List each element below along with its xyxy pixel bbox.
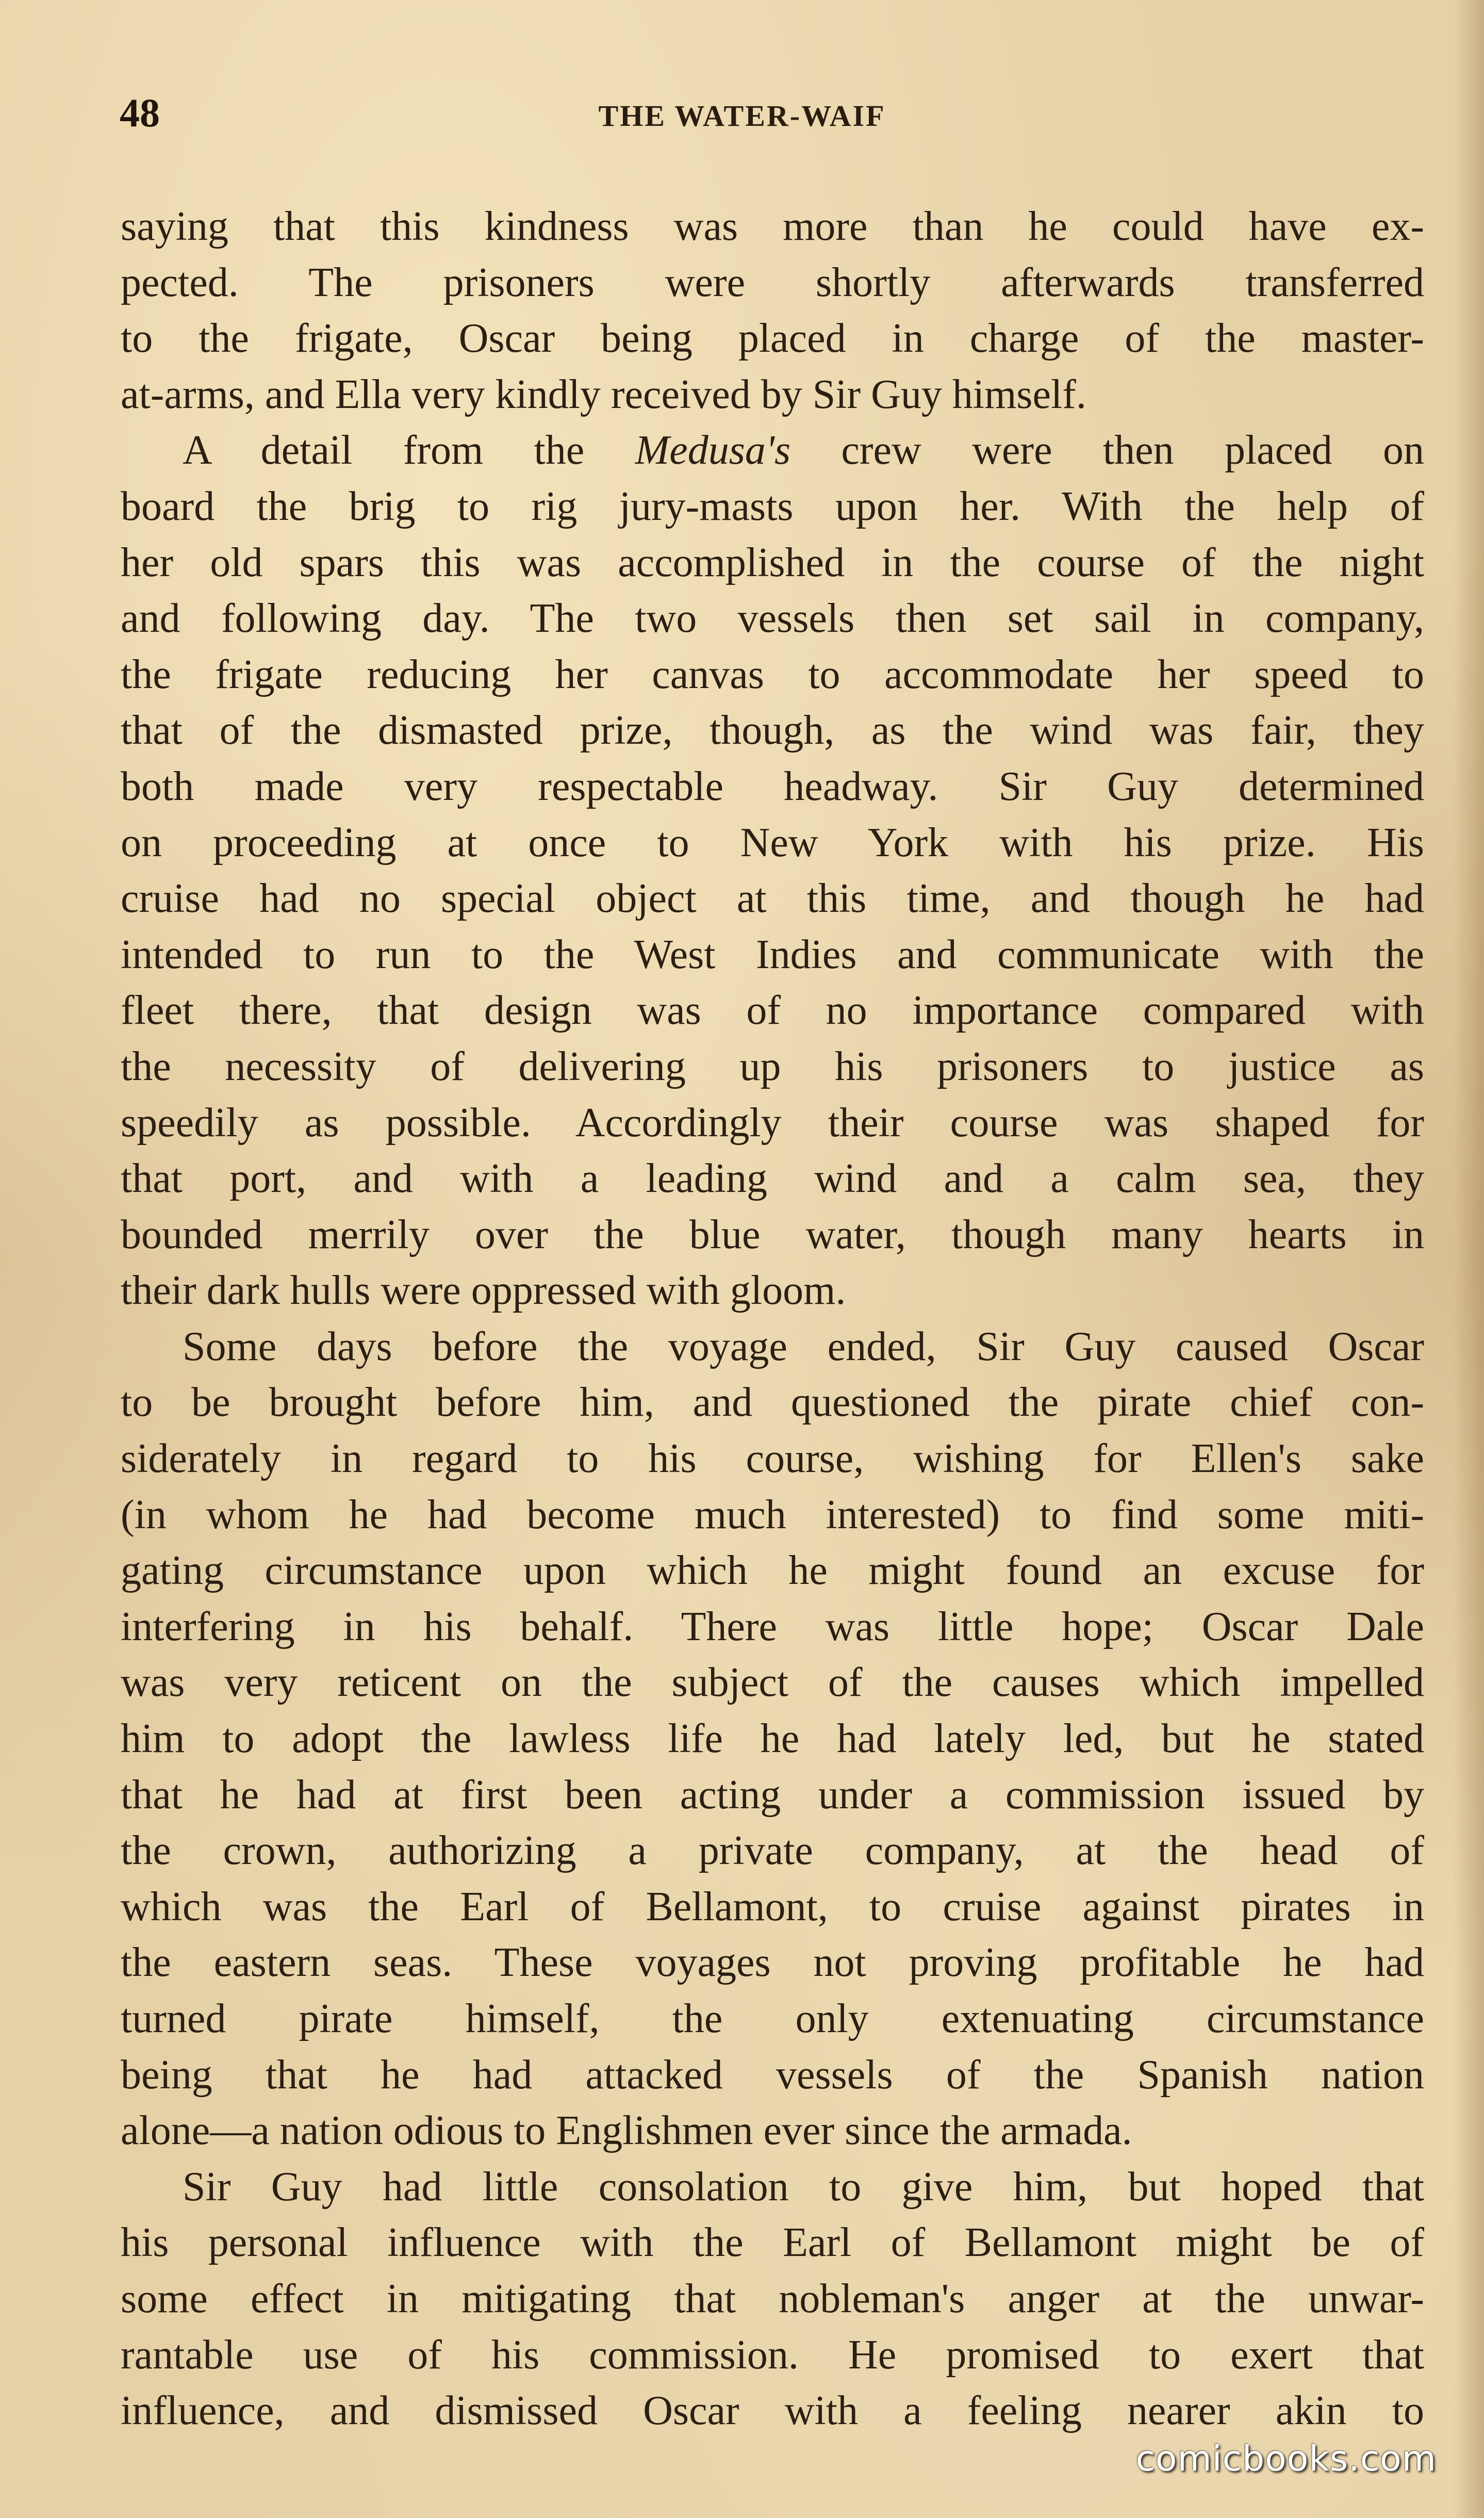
text-line: intended to run to the West Indies and communicate with the (121, 931, 1424, 977)
text-line: board the brig to rig jury-masts upon her. With the help of (121, 483, 1424, 529)
text-line: A detail from the Medusa's crew were then placed on (183, 428, 1424, 473)
text-line: fleet there, that design was of no importance compared with (121, 988, 1424, 1034)
text-line: which was the Earl of Bellamont, to cruise against pirates in (121, 1884, 1424, 1930)
text-line: interfering in his behalf. There was little hope; Oscar Dale (121, 1604, 1424, 1649)
text-line: both made very respectable headway. Sir Guy determined (121, 763, 1424, 809)
text-line: on proceeding at once to New York with his prize. His (121, 820, 1424, 865)
text-line: bounded merrily over the blue water, though many hearts in (121, 1212, 1424, 1257)
text-line: his personal influence with the Earl of Bellamont might be of (121, 2220, 1424, 2266)
text-line: him to adopt the lawless life he had lately led, but he stated (121, 1716, 1424, 1762)
page-edge-shadow (1453, 0, 1484, 2518)
text-line: the necessity of delivering up his prisoners to justice as (121, 1043, 1424, 1089)
text-line: to the frigate, Oscar being placed in charge of the master- (121, 316, 1424, 362)
page-number: 48 (120, 90, 160, 135)
text-line: the crown, authorizing a private company, at the head of (121, 1828, 1424, 1874)
text-line: the frigate reducing her canvas to accommodate her speed to (121, 651, 1424, 697)
text-line: her old spars this was accomplished in the course of the night (121, 539, 1424, 585)
text-line: some effect in mitigating that nobleman's anger at the unwar- (121, 2276, 1424, 2321)
text-line: being that he had attacked vessels of the Spanish nation (121, 2052, 1424, 2098)
running-head: THE WATER-WAIF (598, 99, 886, 133)
watermark-text: comicbooks.com (1135, 2439, 1437, 2479)
text-line: siderately in regard to his course, wishing for Ellen's sake (121, 1436, 1424, 1482)
ship-name-italic: Medusa's (635, 428, 791, 473)
text-line: was very reticent on the subject of the causes which impelled (121, 1660, 1424, 1706)
text-line: (in whom he had become much interested) to find some miti- (121, 1492, 1424, 1538)
text-line: that port, and with a leading wind and a calm sea, they (121, 1156, 1424, 1202)
text-line: to be brought before him, and questioned the pirate chief con- (121, 1380, 1424, 1426)
text-line: alone—a nation odious to Englishmen ever since the armada. (121, 2108, 1132, 2154)
text-line: that he had at first been acting under a commission issued by (121, 1772, 1424, 1818)
text-line: influence, and dismissed Oscar with a feeling nearer akin to (121, 2388, 1424, 2434)
text-line: their dark hulls were oppressed with gloom. (121, 1268, 846, 1314)
text-line: at-arms, and Ella very kindly received by Sir Guy himself. (121, 371, 1086, 417)
text-line: rantable use of his commission. He promised to exert that (121, 2332, 1424, 2378)
text-line: turned pirate himself, the only extenuating circumstance (121, 1996, 1424, 2041)
body-text (121, 199, 1424, 2439)
text-line: cruise had no special object at this time, and though he had (121, 876, 1424, 922)
text-line: saying that this kindness was more than he could have ex- (121, 204, 1424, 249)
text-line: and following day. The two vessels then set sail in company, (121, 596, 1424, 642)
text-line: speedily as possible. Accordingly their course was shaped for (121, 1100, 1424, 1146)
text-line: gating circumstance upon which he might found an excuse for (121, 1548, 1424, 1594)
text-line: Some days before the voyage ended, Sir Guy caused Oscar (183, 1323, 1424, 1369)
text-line: that of the dismasted prize, though, as the wind was fair, they (121, 708, 1424, 754)
text-line: Sir Guy had little consolation to give him, but hoped that (183, 2164, 1424, 2210)
text-line: the eastern seas. These voyages not proving profitable he had (121, 1940, 1424, 1986)
text-line: pected. The prisoners were shortly afterwards transferred (121, 259, 1424, 305)
